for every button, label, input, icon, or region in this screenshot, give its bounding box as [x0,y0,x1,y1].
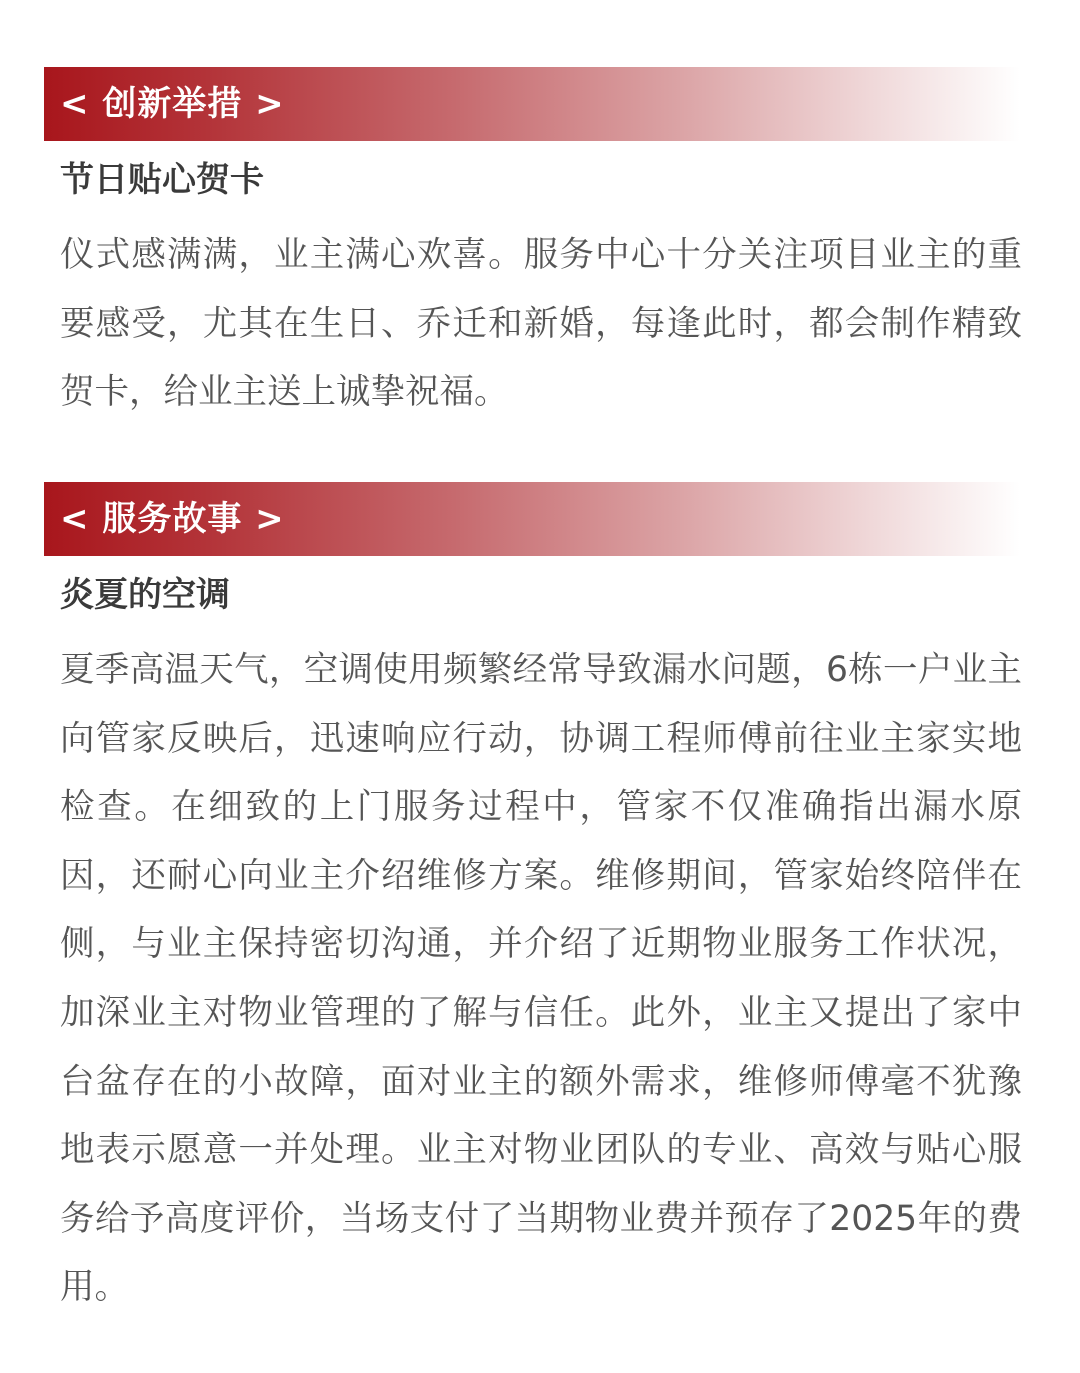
section-body-text: 夏季高温天气，空调使用频繁经常导致漏水问题，6栋一户业主向管家反映后，迅速响应行动，协调工程师傅前往业主家实地检查。在细致的上门服务过程中，管家不仅准确指出漏水原因，还耐心向业主介绍维修方案。维修期间，管家始终陪伴在侧，与业主保持密切沟通，并介绍了近期物业服务工作状况，加深业主对物业管理的了解与信任。此外，业主又提出了家中台盆存在的小故障，面对业主的额外需求，维修师傅毫不犹豫地表示愿意一并处理。业主对物业团队的专业、高效与贴心服务给予高度评价，当场支付了当期物业费并预存了2025年的费用。 [60,650,1022,1308]
banner-title: < 创新举措 > [60,84,285,124]
section-body-text: 仪式感满满，业主满心欢喜。服务中心十分关注项目业主的重要感受，尤其在生日、乔迁和新婚，每逢此时，都会制作精致贺卡，给业主送上诚挚祝福。 [60,235,1022,413]
section-banner [44,482,1020,556]
section-service-story [0,482,1080,1322]
section-subtitle: 节日贴心贺卡 [60,160,264,200]
section-innovation [0,67,1080,427]
banner-title: < 服务故事 > [60,499,285,539]
section-subtitle: 炎夏的空调 [60,575,230,615]
section-banner [44,67,1020,141]
